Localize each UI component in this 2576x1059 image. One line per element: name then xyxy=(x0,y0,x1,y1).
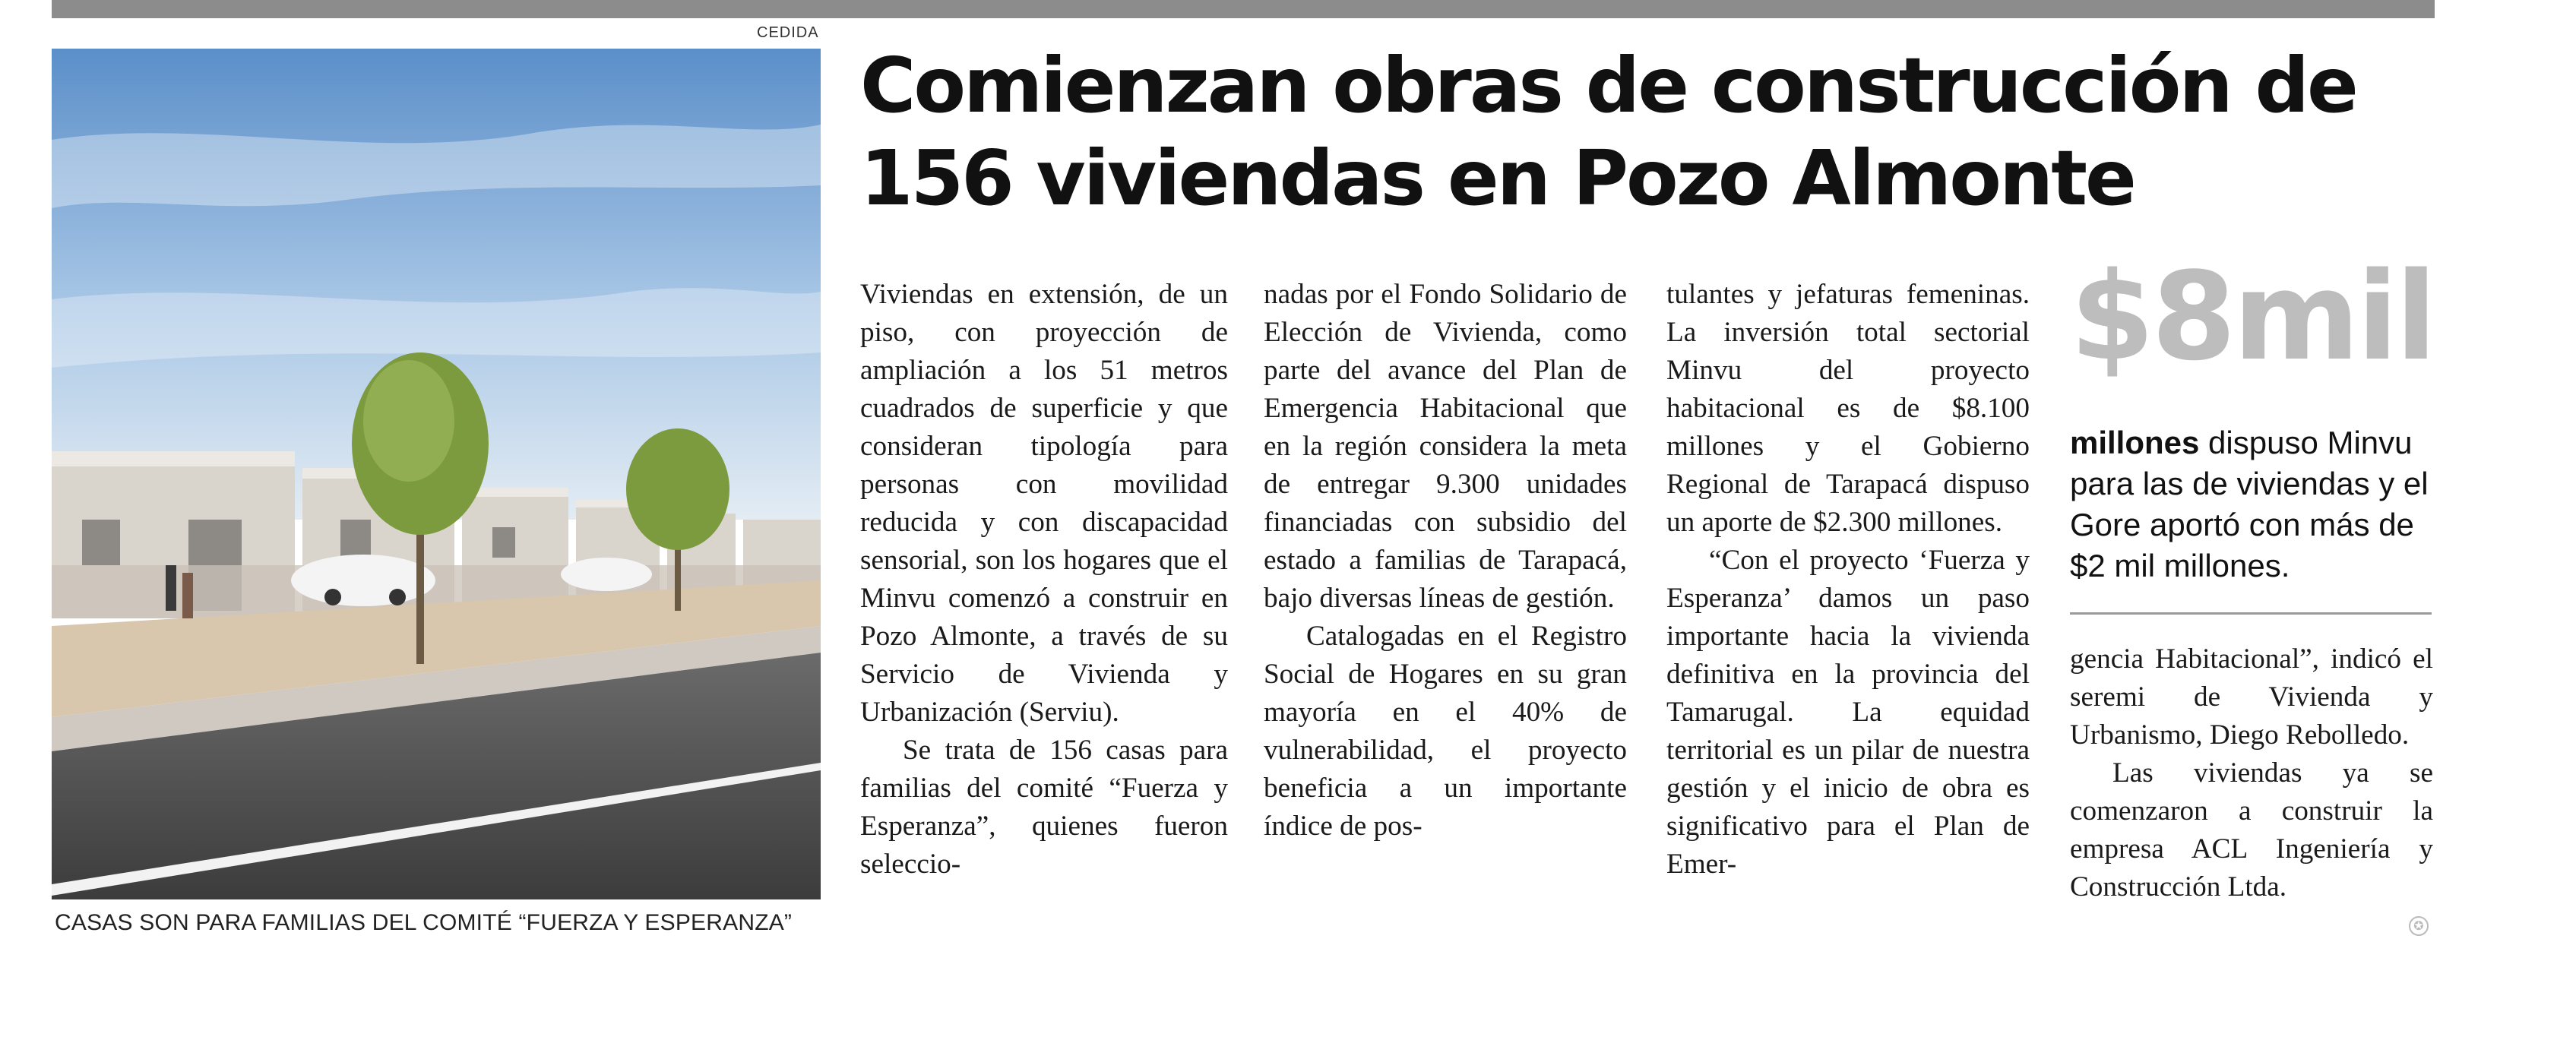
highlight-figure: $8mil xyxy=(2070,245,2435,387)
paragraph: tulantes y jefaturas femeninas. La inversión total sectorial Minvu del proyecto habitacional es de $8.100 millones y el Gobierno Regional de Tarapacá dispuso un aporte de $2.300 millones. xyxy=(1666,279,2030,538)
paragraph: Catalogadas en el Registro Social de Hogares en su gran mayoría en el 40% de vulnerabilidad, el proyecto beneficia a un importante índice de pos- xyxy=(1264,621,1627,842)
paragraph: Se trata de 156 casas para familias del comité “Fuerza y Esperanza”, quienes fueron seleccio- xyxy=(860,735,1228,880)
housing-rendering-image xyxy=(52,49,821,899)
paragraph: Viviendas en extensión, de un piso, con proyección de ampliación a los 51 metros cuadrados de superficie y que consideran tipología para personas con movilidad reducida y con discapacidad sensorial, son los hogares que el Minvu comenzó a construir en Pozo Almonte, a través de su Servicio de Vivienda y Urbanización (Serviu). xyxy=(860,279,1228,728)
end-of-article-icon: ✪ xyxy=(2409,916,2429,936)
paragraph: gencia Habitacional”, indicó el seremi de Vivienda y Urbanismo, Diego Rebolledo. xyxy=(2070,643,2433,751)
photo-credit: CEDIDA xyxy=(757,24,819,41)
article-column-3 xyxy=(1666,276,2030,884)
sidebar-divider xyxy=(2070,612,2432,615)
highlight-text-rest: dispuso Minvu para las de viviendas y el Gore aportó con más de $2 mil millones. xyxy=(2070,425,2429,583)
paragraph: Las viviendas ya se comenzaron a construir la empresa ACL Ingeniería y Construcción Ltda. xyxy=(2070,757,2433,903)
article-column-2 xyxy=(1264,276,1627,846)
paragraph: “Con el proyecto ‘Fuerza y Esperanza’ damos un paso importante hacia la vivienda definitiva en la provincia del Tamarugal. La equidad territorial es un pilar de nuestra gestión y el inicio de obra es significativo para el Plan de Emer- xyxy=(1666,545,2030,880)
article-column-4 xyxy=(2070,640,2433,906)
paragraph: nadas por el Fondo Solidario de Elección de Vivienda, como parte del avance del Plan de Emergencia Habitacional que en la región considera la meta de entregar 9.300 unidades financiadas con subsidio del estado a familias de Tarapacá, bajo diversas líneas de gestión. xyxy=(1264,279,1627,614)
photo-caption: CASAS SON PARA FAMILIAS DEL COMITÉ “FUERZA Y ESPERANZA” xyxy=(55,910,793,935)
highlight-text xyxy=(2070,422,2442,586)
top-rule xyxy=(52,0,2435,18)
highlight-text-strong: millones xyxy=(2070,425,2200,460)
article-column-1 xyxy=(860,276,1228,884)
headline: Comienzan obras de construcción de 156 viviendas en Pozo Almonte xyxy=(860,41,2356,223)
